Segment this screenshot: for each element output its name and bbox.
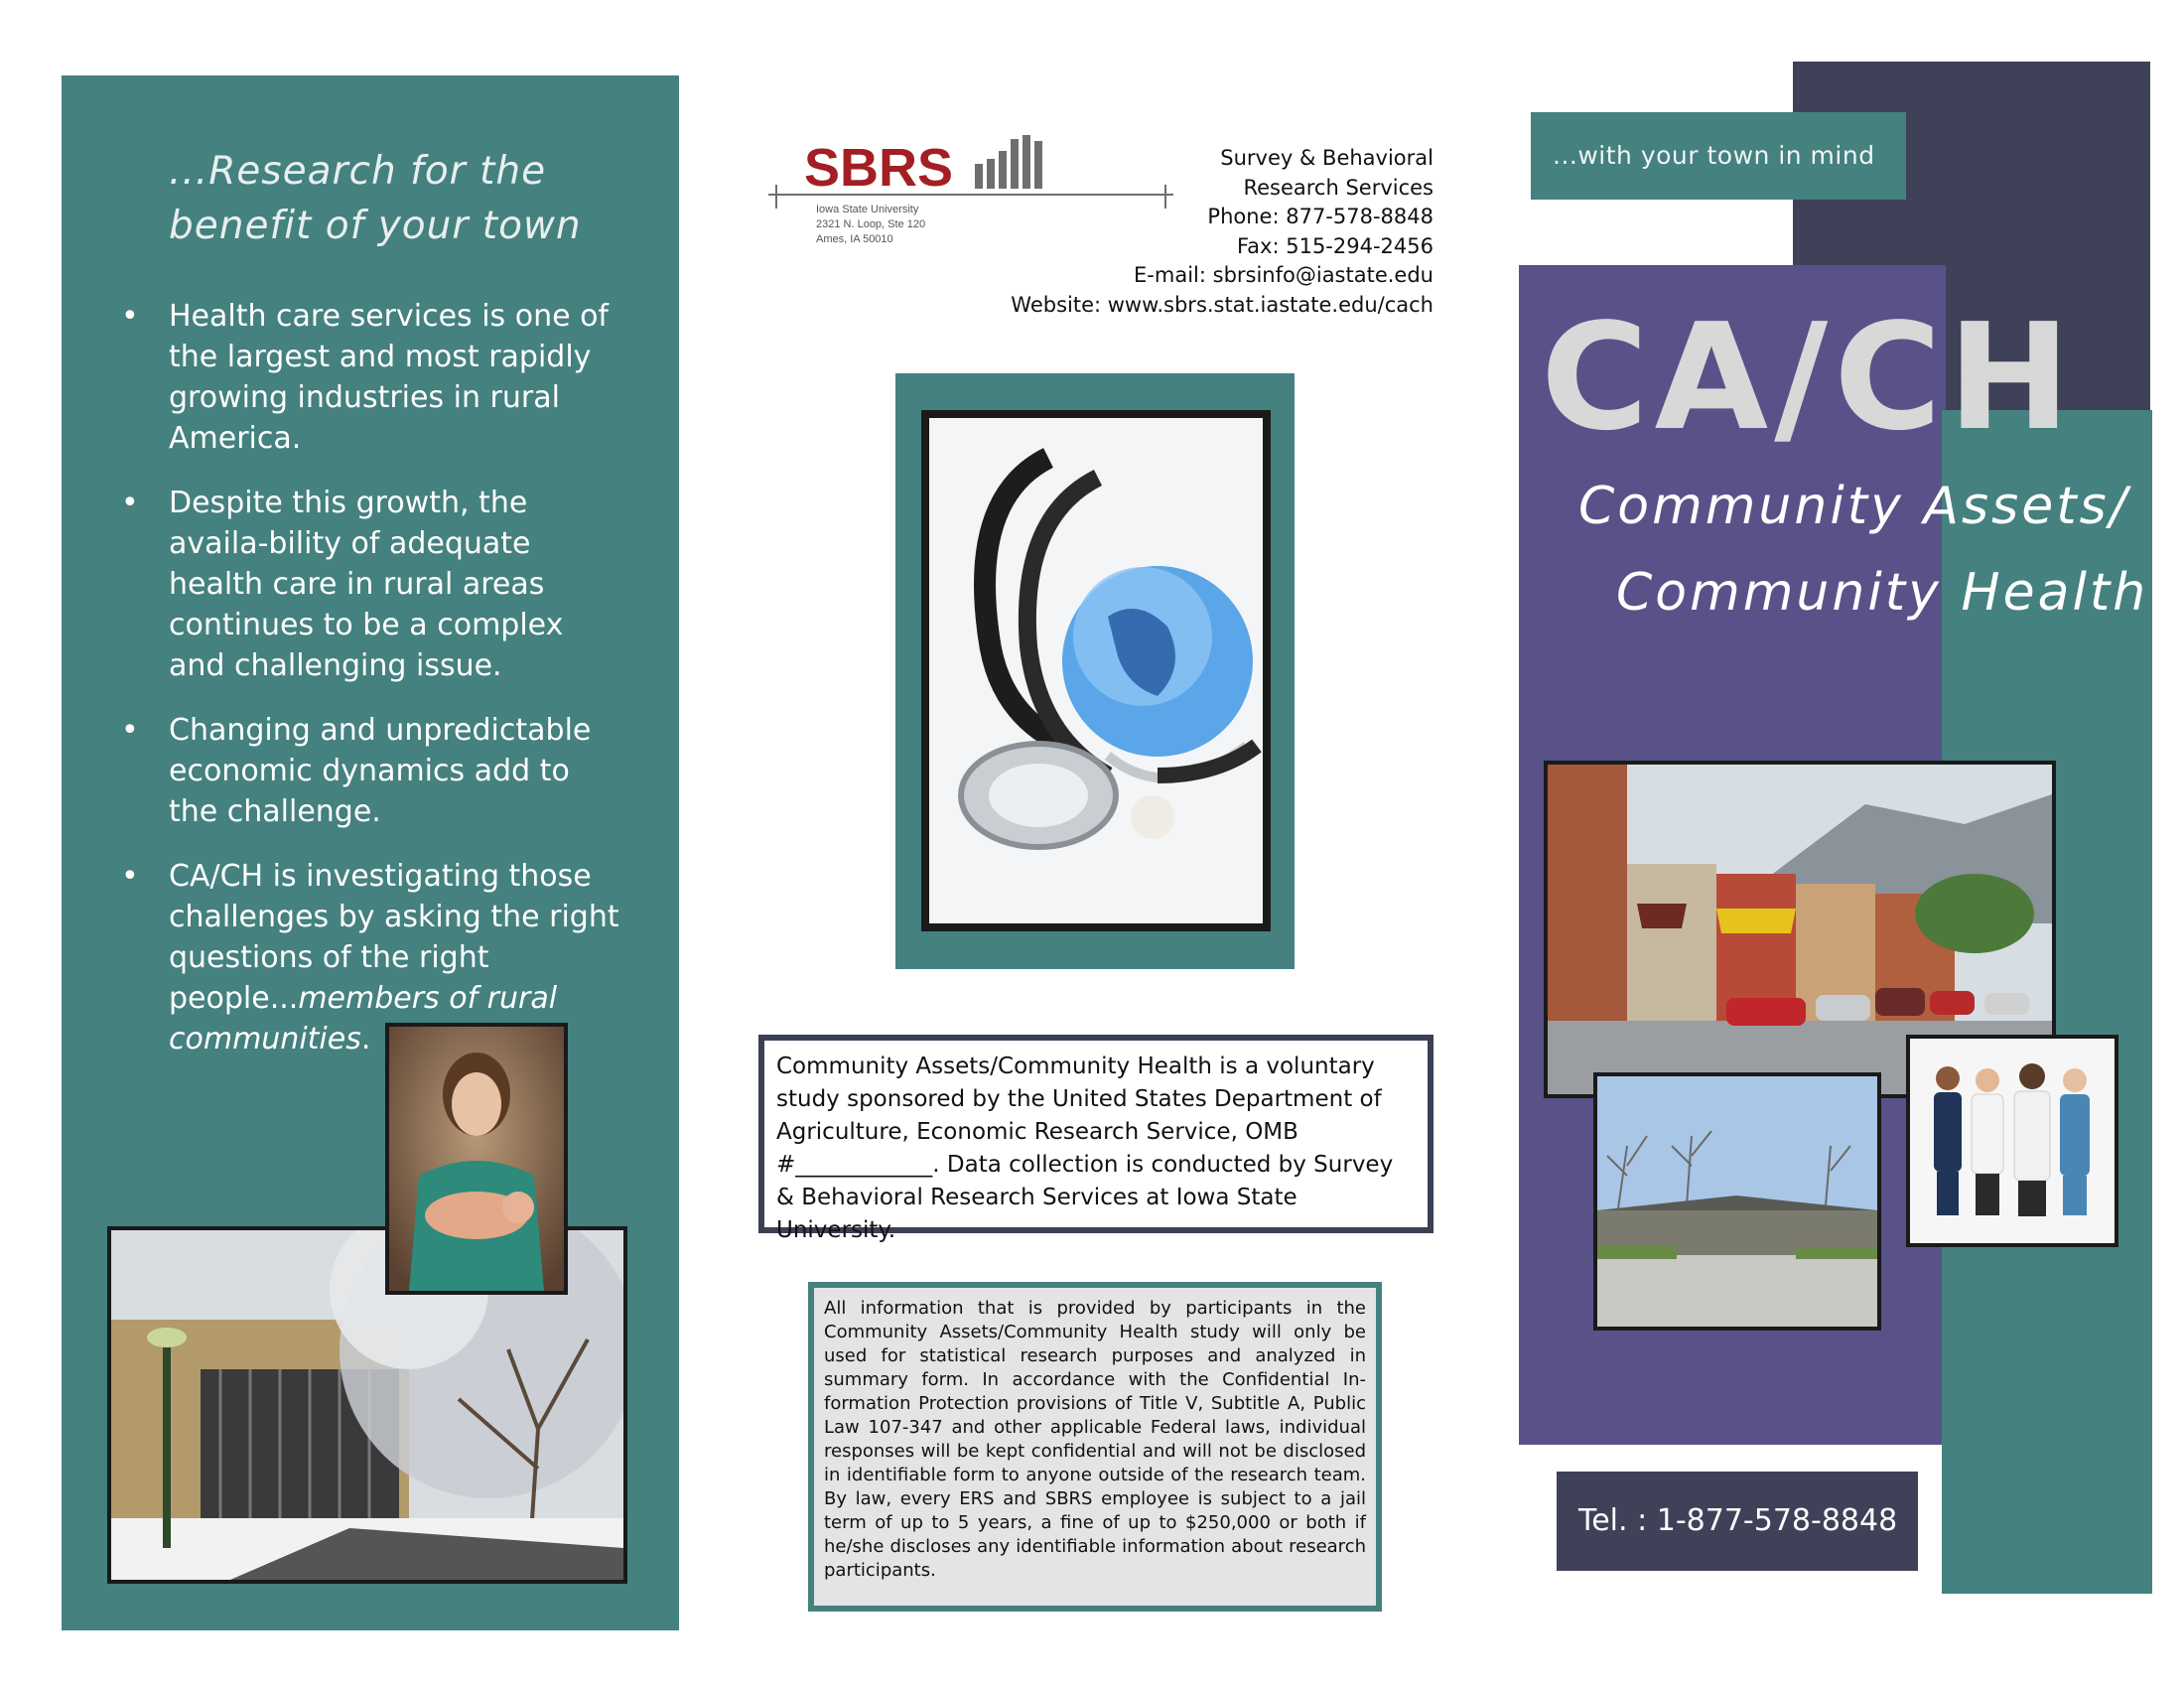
medical-staff-illustration <box>1910 1039 2115 1243</box>
cover-title: CA/CH <box>1541 292 2077 463</box>
org-name-line1: Survey & Behavioral <box>1220 146 1433 170</box>
fax-number: Fax: 515-294-2456 <box>1237 233 1433 258</box>
benefits-bullet-list <box>109 296 625 1083</box>
bullet-icon: • <box>121 486 139 520</box>
privacy-notice <box>808 1282 1382 1612</box>
nurse-illustration <box>389 1027 564 1291</box>
telephone-banner: Tel. : 1-877-578-8848 <box>1557 1472 1918 1571</box>
left-title-line1: ...Research for the <box>169 149 547 194</box>
logo-wordmark: SBRS <box>804 138 954 198</box>
logo-line3: Ames, IA 50010 <box>816 233 893 245</box>
bullet-item <box>109 296 625 459</box>
clinic-building-photo <box>1593 1072 1881 1331</box>
website-address: Website: www.sbrs.stat.iastate.edu/cach <box>1011 292 1433 317</box>
bullet-text: CA/CH is investigating those challenges by asking the right questions of the right people... <box>169 859 619 1016</box>
bullet-emphasis: members of rural communities <box>169 981 558 1056</box>
privacy-text: All information that is provided by participants in the Community Assets/Community Health study will only be used for statistical research purposes and analyzed in summary form. In accordance with the Confidential In-formation Protection provisions of Title V, Subtitle A, Public Law 107-347 and other applicable Federal laws, individual responses will be kept confidential and will not be disclosed in identifiable form to anyone outside of the research team. By law, every ERS and SBRS employee is subject to a jail term of up to 5 years, a fine of up to $250,000 or both if he/she discloses any identifiable information about research participants. <box>824 1298 1366 1581</box>
email-address: E-mail: sbrsinfo@iastate.edu <box>1134 263 1433 287</box>
phone-number: Phone: 877-578-8848 <box>1207 205 1433 228</box>
contact-info <box>983 144 1433 320</box>
bullet-icon: • <box>121 859 139 894</box>
stethoscope-globe-photo <box>929 418 1263 923</box>
cover-subtitle-line1: Community Assets/ <box>1578 477 2130 536</box>
bullet-item <box>109 483 625 686</box>
left-panel-title <box>169 144 635 253</box>
clinic-illustration <box>1597 1076 1877 1327</box>
bullet-tail: . <box>360 1022 371 1056</box>
stethoscope-globe-illustration <box>929 418 1263 923</box>
logo-line2: 2321 N. Loop, Ste 120 <box>816 218 926 230</box>
sponsor-text: Community Assets/Community Health is a voluntary study sponsored by the United States Department of Agriculture, Economic Research Service, OMB #____________. Data collection is conducted by Survey & Behavioral Research Services at Iowa State University. <box>776 1054 1394 1243</box>
bullet-icon: • <box>121 713 139 748</box>
bullet-item <box>109 710 625 832</box>
tagline-banner: ...with your town in mind <box>1531 112 1906 200</box>
sponsor-notice <box>758 1035 1433 1243</box>
org-name-line2: Research Services <box>1243 175 1433 200</box>
bullet-text: Changing and unpredictable economic dynamics add to the challenge. <box>169 713 592 829</box>
logo-line1: Iowa State University <box>816 204 919 215</box>
cover-subtitle-line2: Community Health <box>1616 563 2149 623</box>
bullet-icon: • <box>121 299 139 334</box>
medical-staff-photo <box>1906 1035 2118 1247</box>
nurse-with-baby-photo <box>385 1023 568 1295</box>
bullet-text: Health care services is one of the largest and most rapidly growing industries in rural America. <box>169 299 609 456</box>
left-title-line2: benefit of your town <box>169 204 582 248</box>
bullet-text: Despite this growth, the availa-bility of adequate health care in rural areas continues to be a complex and challenging issue. <box>169 486 564 683</box>
